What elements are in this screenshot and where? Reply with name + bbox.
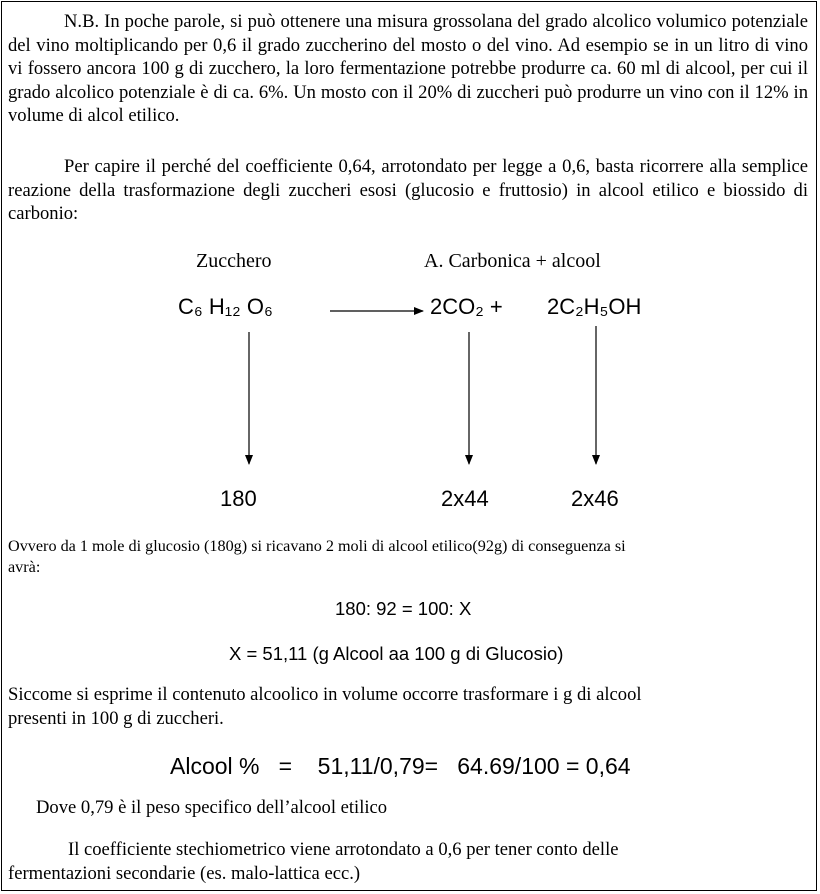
final-line-2: fermentazioni secondarie (es. malo-lattica ecc.) — [8, 863, 361, 884]
proportion-equation: 180: 92 = 100: X — [335, 598, 472, 619]
alcool-percent-formula: Alcool % = 51,11/0,79= 64.69/100 = 0,64 — [170, 753, 631, 779]
mass-co2: 2x44 — [441, 486, 489, 511]
specific-weight-note: Dove 0,79 è il peso specifico dell’alcool etilico — [36, 797, 388, 818]
ovvero-line-1: Ovvero da 1 mole di glucosio (180g) si ricavano 2 moli di alcool etilico(92g) di conseguenza si — [8, 537, 626, 555]
final-line-1: Il coefficiente stechiometrico viene arrotondato a 0,6 per tener conto delle — [68, 839, 619, 860]
explanation-paragraph: Per capire il perché del coefficiente 0,64, arrotondato per legge a 0,6, basta ricorrere alla semplice reazione della trasformazione degli zuccheri esosi (glucosio e fruttosio) in alcool etilico e biossido di carbonio: — [8, 156, 808, 224]
siccome-line-1: Siccome si esprime il contenuto alcoolico in volume occorre trasformare i g di alcool — [8, 684, 642, 705]
ovvero-line-2: avrà: — [8, 558, 41, 576]
products-label: A. Carbonica + alcool — [424, 250, 601, 272]
mass-ethanol: 2x46 — [571, 486, 619, 511]
reactant-formula: C₆ H₁₂ O₆ — [178, 294, 273, 319]
intro-paragraph: N.B. In poche parole, si può ottenere una misura grossolana del grado alcolico volumico potenziale del vino moltiplicando per 0,6 il grado zuccherino del mosto o del vino. Ad esempio se in un litro di vino vi fossero ancora 100 g di zucchero, la loro fermentazione potrebbe produrre ca. 60 ml di alcool, per cui il grado alcolico potenziale è di ca. 6%. Un mosto con il 20% di zuccheri può produrre un vino con il 12% in volume di alcol etilico. — [8, 11, 808, 126]
siccome-line-2: presenti in 100 g di zuccheri. — [8, 708, 224, 729]
product-co2-formula: 2CO₂ + — [430, 294, 503, 319]
reactant-label: Zucchero — [196, 250, 272, 272]
mass-reactant: 180 — [220, 486, 257, 511]
result-equation: X = 51,11 (g Alcool aa 100 g di Glucosio) — [229, 643, 564, 664]
product-ethanol-formula: 2C₂H₅OH — [547, 294, 642, 319]
